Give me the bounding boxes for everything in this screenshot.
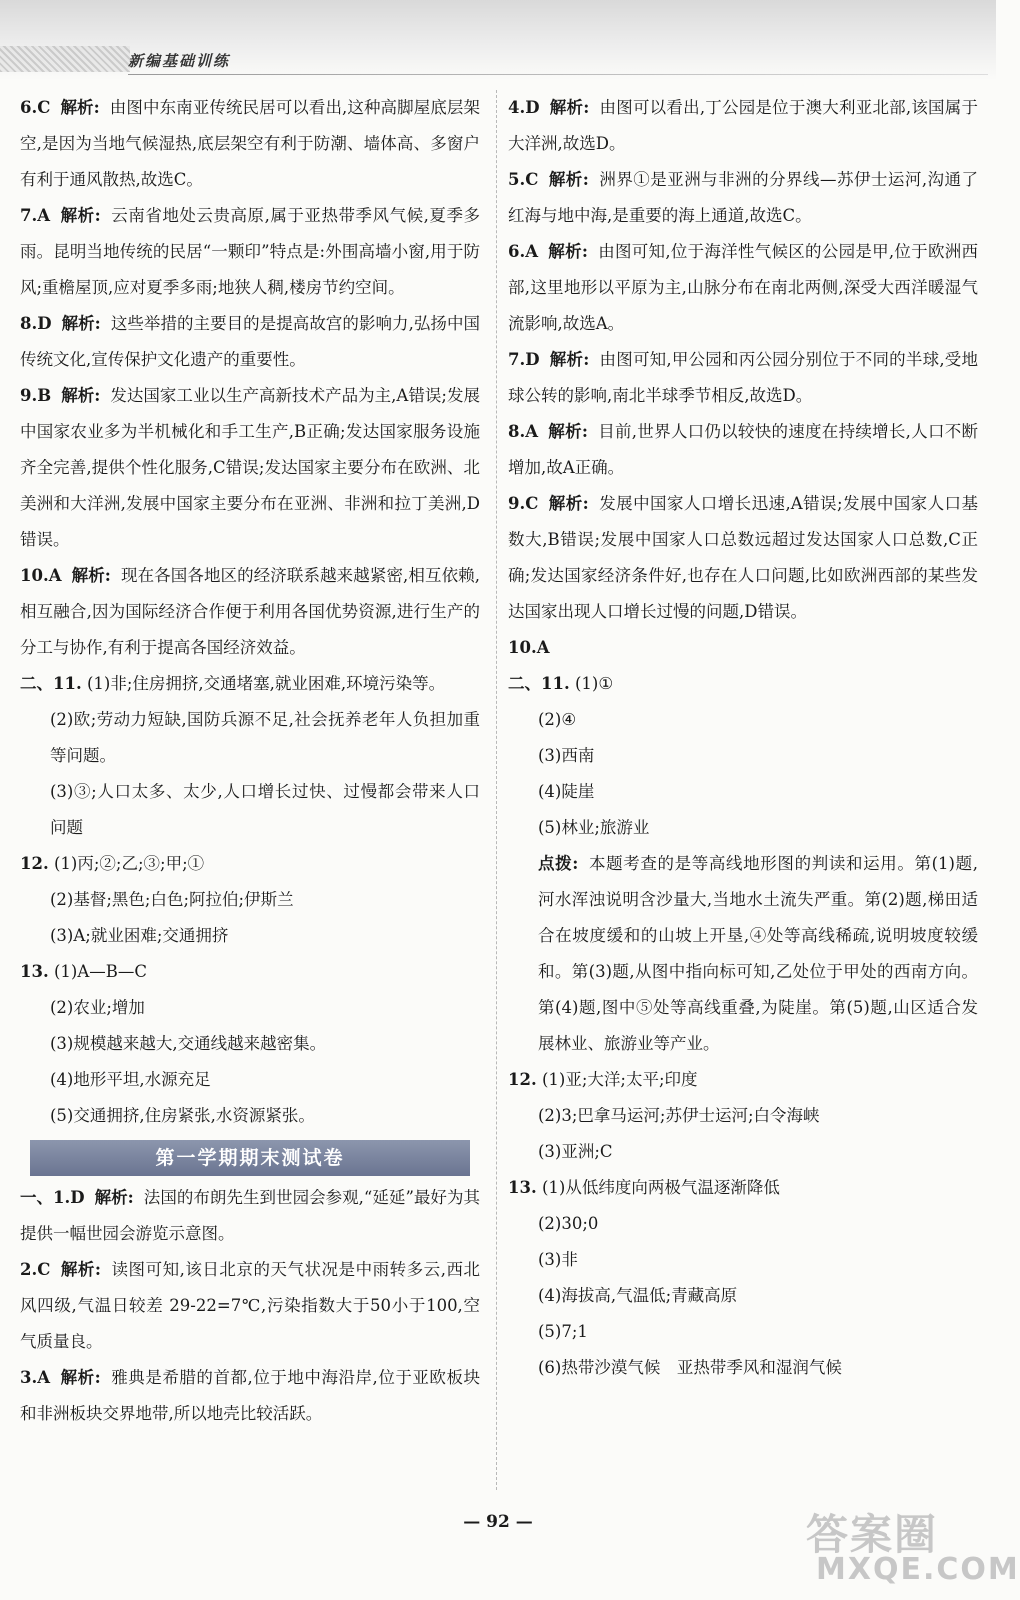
right-answer-list [508,90,978,1386]
answer-item [20,846,480,882]
watermark-text-cn: 答案圈 [806,1510,939,1559]
answer-label: 解析: [548,242,588,261]
answer-label: 解析: [549,98,590,117]
answer-text: (1)① [574,674,614,693]
header-decoration [0,46,130,72]
answer-number: 9.B [20,386,52,405]
answer-text: 由图中东南亚传统民居可以看出,这种高脚屋底层架空,是因为当地气候湿热,底层架空有利于防潮、墙体高、多窗户有利于通风散热,故选C。 [20,98,480,189]
answer-item [508,846,978,1062]
answer-item [508,162,978,234]
answer-item [508,90,978,162]
answer-number: 10.A [508,638,550,657]
answer-label: 解析: [549,350,590,369]
answer-number: 10.A [20,566,62,585]
answer-text: 目前,世界人口仍以较快的速度在持续增长,人口不断增加,故A正确。 [508,422,978,477]
answer-text: (2)3;巴拿马运河;苏伊士运河;白令海峡 [538,1106,820,1125]
answer-item [508,342,978,414]
answer-item [508,1062,978,1098]
answer-item [508,666,978,702]
answer-item [20,1026,480,1062]
answer-label: 解析: [548,494,589,513]
answer-text: (5)7;1 [538,1322,588,1341]
answer-text: (3)③;人口太多、太少,人口增长过快、过慢都会带来人口问题 [50,782,480,837]
answer-text: (2)30;0 [538,1214,599,1233]
answer-item [20,1062,480,1098]
answer-item [20,666,480,702]
answer-item [508,810,978,846]
answer-item [20,1180,480,1252]
answer-text: 读图可知,该日北京的天气状况是中雨转多云,西北风四级,气温日较差 29-22=7℃,污染指数大于50小于100,空气质量良。 [20,1260,480,1351]
answer-number: 一、1.D [20,1188,85,1207]
answer-text: (2)④ [538,710,577,729]
answer-item [20,702,480,774]
answer-label: 解析: [548,170,589,189]
answer-item [20,198,480,306]
answer-label: 解析: [94,1188,134,1207]
page-number: — 92 — [463,1512,533,1532]
answer-label: 解析: [61,314,101,333]
answer-label: 解析: [548,422,588,441]
answer-item [20,1360,480,1432]
watermark-logo [806,1508,1020,1588]
answer-text: 洲界①是亚洲与非洲的分界线—苏伊士运河,沟通了红海与地中海,是重要的海上通道,故选C。 [508,170,978,225]
answer-text: (4)陡崖 [538,782,595,801]
answer-text: 现在各国各地区的经济联系越来越紧密,相互依赖,相互融合,因为国际经济合作便于利用各国优势资源,进行生产的分工与协作,有利于提高各国经济效益。 [20,566,480,657]
answer-number: 6.A [508,242,539,261]
answer-text: (2)欧;劳动力短缺,国防兵源不足,社会抚养老年人负担加重等问题。 [50,710,480,765]
answer-item [508,1278,978,1314]
answer-number: 4.D [508,98,540,117]
answer-item [20,954,480,990]
answer-item [20,558,480,666]
answer-text: 本题考查的是等高线地形图的判读和运用。第(1)题,河水浑浊说明含沙量大,当地水土流失严重。第(2)题,梯田适合在坡度缓和的山坡上开垦,④处等高线稀疏,说明坡度较缓和。第(3)题,从图中指向标可知,乙处位于甲处的西南方向。第(4)题,图中⑤处等高线重叠,为陡崖。第(5)题,山区适合发展林业、旅游业等产业。 [538,854,978,1053]
left-answer-list-after [20,1180,480,1432]
answer-item [20,1098,480,1134]
answer-item [20,990,480,1026]
answer-text: (2)农业;增加 [50,998,145,1017]
answer-text: (4)地形平坦,水源充足 [50,1070,211,1089]
answer-text: (3)规模越来越大,交通线越来越密集。 [50,1034,327,1053]
answer-item [508,234,978,342]
answer-text: (3)西南 [538,746,595,765]
answer-number: 3.A [20,1368,51,1387]
answer-item [20,882,480,918]
answer-text: (4)海拔高,气温低;青藏高原 [538,1286,738,1305]
page-header [0,0,996,80]
answer-item [508,702,978,738]
right-column [508,90,978,1386]
answer-label: 解析: [60,1260,102,1279]
answer-label: 解析: [61,386,101,405]
left-column [20,90,480,1432]
left-answer-list [20,90,480,1134]
answer-label: 解析: [60,1368,101,1387]
answer-item [508,1242,978,1278]
answer-item [508,486,978,630]
answer-text: 由图可以看出,丁公园是位于澳大利亚北部,该国属于大洋洲,故选D。 [508,98,978,153]
answer-number: 13. [20,962,49,981]
answer-number: 13. [508,1178,537,1197]
section-title-banner: 第一学期期末测试卷 [30,1140,470,1176]
column-divider [496,90,497,1490]
answer-text: (6)热带沙漠气候 亚热带季风和湿润气候 [538,1358,842,1377]
answer-item [20,378,480,558]
answer-text: 发达国家工业以生产高新技术产品为主,A错误;发展中国家农业多为半机械化和手工生产,B正确;发达国家服务设施齐全完善,提供个性化服务,C错误;发达国家主要分布在欧洲、北美洲和大洋洲,发展中国家主要分布在亚洲、非洲和拉丁美洲,D错误。 [20,386,480,549]
answer-text: 这些举措的主要目的是提高故宫的影响力,弘扬中国传统文化,宣传保护文化遗产的重要性。 [20,314,481,369]
answer-text: 由图可知,甲公园和丙公园分别位于不同的半球,受地球公转的影响,南北半球季节相反,故选D。 [508,350,978,405]
answer-number: 5.C [508,170,539,189]
answer-item [508,774,978,810]
answer-number: 8.D [20,314,52,333]
answer-item [508,1206,978,1242]
answer-item [508,630,978,666]
answer-item [508,1350,978,1386]
answer-text: (2)基督;黑色;白色;阿拉伯;伊斯兰 [50,890,294,909]
answer-number: 12. [20,854,49,873]
answer-number: 二、11. [508,674,570,693]
answer-text: 由图可知,位于海洋性气候区的公园是甲,位于欧洲西部,这里地形以平原为主,山脉分布在南北两侧,深受大西洋暖湿气流影响,故选A。 [508,242,978,333]
header-rule [128,74,988,75]
answer-label: 解析: [60,206,101,225]
answer-text: (3)A;就业困难;交通拥挤 [50,926,229,945]
answer-number: 二、11. [20,674,82,693]
answer-item [508,1134,978,1170]
answer-text: (3)亚洲;C [538,1142,613,1161]
answer-text: 云南省地处云贵高原,属于亚热带季风气候,夏季多雨。昆明当地传统的民居“一颗印”特点是:外围高墙小窗,用于防风;重檐屋顶,应对夏季多雨;地狭人稠,楼房节约空间。 [20,206,480,297]
answer-label: 点拨: [538,854,579,873]
answer-text: (1)从低纬度向两极气温逐渐降低 [541,1178,780,1197]
answer-text: (1)非;住房拥挤,交通堵塞,就业困难,环境污染等。 [86,674,446,693]
answer-item [508,1098,978,1134]
answer-item [508,1314,978,1350]
answer-item [20,306,480,378]
book-title: 新编基础训练 [128,52,231,70]
answer-item [20,918,480,954]
answer-text: 法国的布朗先生到世园会参观,“延延”最好为其提供一幅世园会游览示意图。 [20,1188,480,1243]
answer-text: (5)交通拥挤,住房紧张,水资源紧张。 [50,1106,315,1125]
answer-text: (1)丙;②;乙;③;甲;① [53,854,205,873]
answer-text: 发展中国家人口增长迅速,A错误;发展中国家人口基数大,B错误;发展中国家人口总数远超过发达国家人口总数,C正确;发达国家经济条件好,也存在人口问题,比如欧洲西部的某些发达国家出现人口增长过慢的问题,D错误。 [508,494,978,621]
answer-number: 7.A [20,206,51,225]
answer-text: (1)A—B—C [53,962,148,981]
answer-item [20,90,480,198]
answer-number: 6.C [20,98,51,117]
answer-number: 8.A [508,422,539,441]
answer-label: 解析: [71,566,111,585]
answer-number: 12. [508,1070,537,1089]
answer-item [20,1252,480,1360]
answer-text: (5)林业;旅游业 [538,818,650,837]
answer-number: 9.C [508,494,539,513]
answer-text: (1)亚;大洋;太平;印度 [541,1070,698,1089]
watermark-text-en: MXQE.COM [816,1552,1020,1587]
answer-text: (3)非 [538,1250,578,1269]
answer-text: 雅典是希腊的首都,位于地中海沿岸,位于亚欧板块和非洲板块交界地带,所以地壳比较活跃。 [20,1368,480,1423]
answer-label: 解析: [60,98,100,117]
answer-item [508,738,978,774]
answer-number: 7.D [508,350,540,369]
answer-item [20,774,480,846]
answer-item [508,414,978,486]
answer-number: 2.C [20,1260,51,1279]
answer-item [508,1170,978,1206]
